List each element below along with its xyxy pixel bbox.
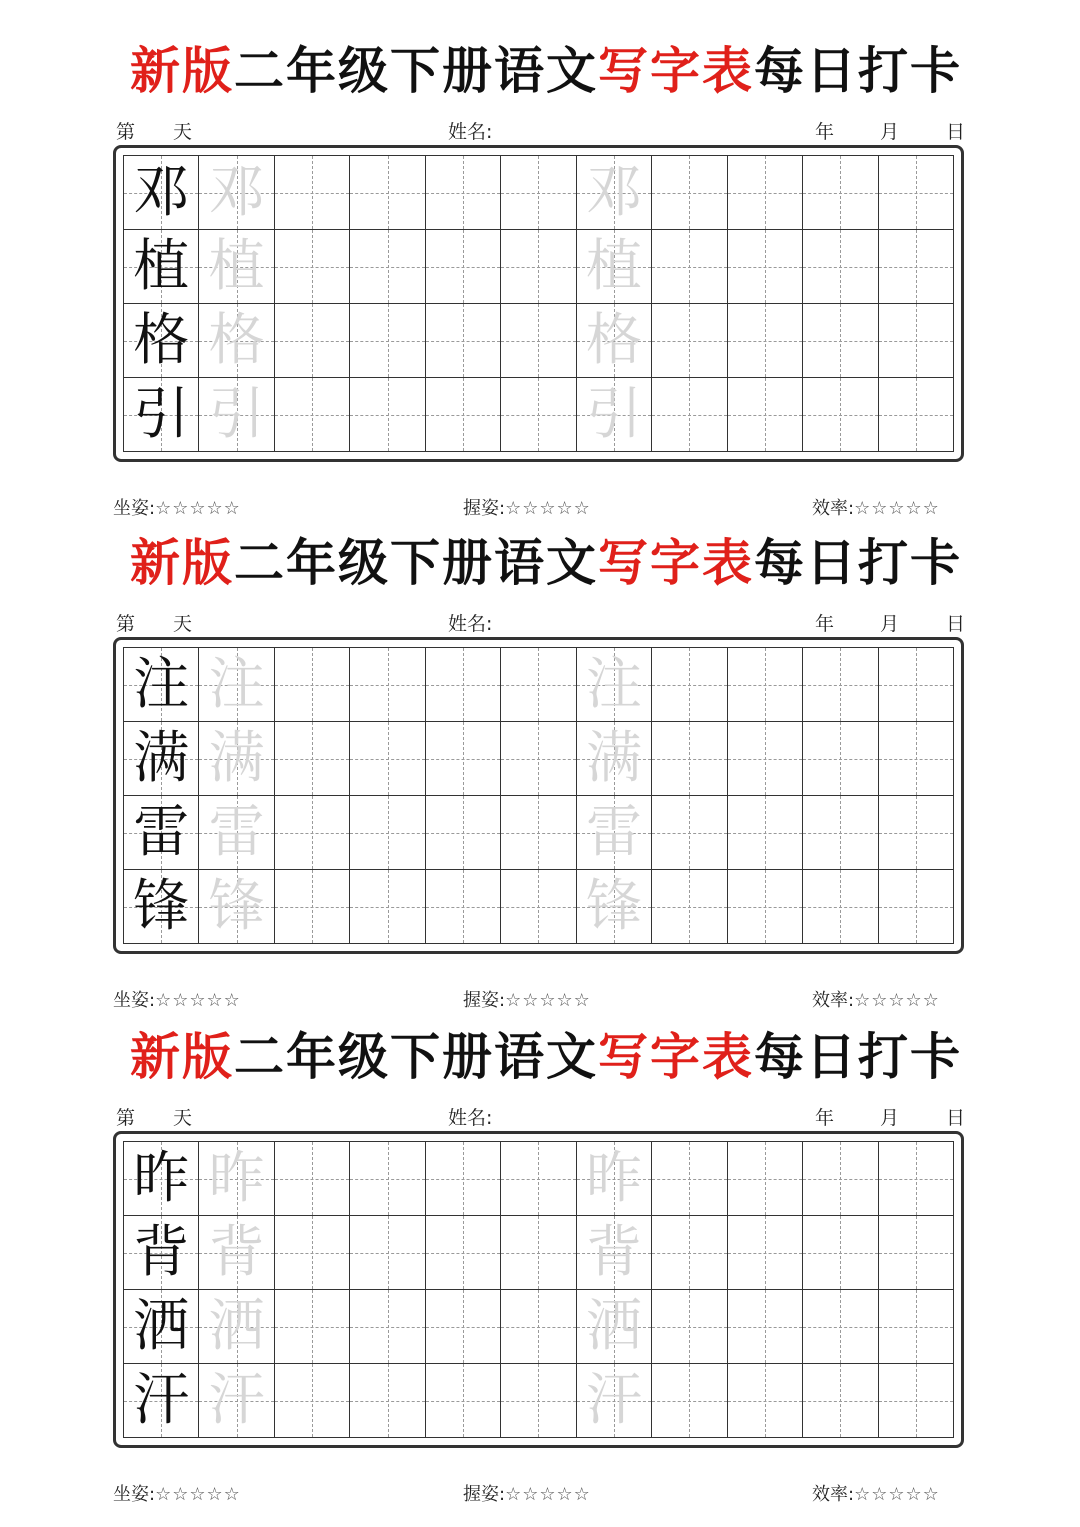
grid-cell [426, 304, 501, 378]
title-grade: 二年级下册语文 [234, 1027, 598, 1086]
trace-character: 邓 [585, 159, 642, 225]
title-grade: 二年级下册语文 [234, 41, 598, 100]
trace-character: 汗 [585, 1367, 642, 1433]
grid-cell [199, 156, 274, 230]
grid-cell [879, 230, 954, 304]
grid-cell [350, 722, 425, 796]
date-label: 日 [946, 121, 966, 143]
grid-cell [501, 870, 576, 944]
grid-cell [199, 870, 274, 944]
grid-cell [275, 1364, 350, 1438]
grid-cell [652, 1142, 727, 1216]
grid-cell [124, 722, 199, 796]
grid-cell [577, 1142, 652, 1216]
grid-cell [501, 722, 576, 796]
grid-cell [577, 1290, 652, 1364]
grid-cell [350, 304, 425, 378]
title-writing-table: 写字表 [598, 1027, 754, 1086]
trace-character: 引 [208, 381, 265, 447]
grid-cell [426, 722, 501, 796]
grid-cell [275, 1142, 350, 1216]
grid-cell [124, 796, 199, 870]
tianzige-grid [123, 1141, 954, 1438]
grid-cell [879, 722, 954, 796]
grid-cell [577, 722, 652, 796]
trace-character: 背 [585, 1219, 642, 1285]
grid-cell [350, 230, 425, 304]
name-label: 姓名: [448, 1107, 493, 1129]
grid-cell [426, 796, 501, 870]
grid-cell [501, 796, 576, 870]
star-rating-icons: ☆☆☆☆☆ [155, 990, 241, 1011]
grid-cell [199, 378, 274, 452]
grid-cell [501, 1216, 576, 1290]
trace-character: 昨 [585, 1145, 642, 1211]
grid-cell [803, 722, 878, 796]
model-character: 植 [133, 233, 190, 299]
grid-cell [426, 870, 501, 944]
grid-cell [879, 648, 954, 722]
grid-cell [728, 1290, 803, 1364]
grid-cell [124, 870, 199, 944]
efficiency-label: 效率: [812, 1484, 855, 1505]
grid-cell [577, 304, 652, 378]
grid-cell [728, 870, 803, 944]
trace-character: 植 [208, 233, 265, 299]
model-character: 汗 [133, 1367, 190, 1433]
day-label: 第 天 [116, 121, 193, 143]
sitting-posture-label: 坐姿: [113, 498, 156, 519]
grid-cell [577, 230, 652, 304]
grid-cell [728, 1142, 803, 1216]
grid-cell [501, 378, 576, 452]
section-title [130, 1022, 1010, 1092]
grid-cell [728, 378, 803, 452]
grid-cell [124, 304, 199, 378]
grid-cell [803, 304, 878, 378]
grip-posture-rating [463, 496, 591, 522]
title-new-edition: 新版 [130, 533, 234, 592]
grid-cell [879, 796, 954, 870]
grid-cell [803, 870, 878, 944]
grid-cell [879, 378, 954, 452]
grid-cell [577, 648, 652, 722]
grid-cell [577, 796, 652, 870]
grid-cell [879, 156, 954, 230]
grid-cell [652, 1364, 727, 1438]
grid-cell [728, 796, 803, 870]
grid-cell [501, 1364, 576, 1438]
section-title [130, 36, 1010, 106]
star-rating-icons: ☆☆☆☆☆ [854, 1484, 940, 1505]
model-character: 注 [133, 651, 190, 717]
grid-cell [803, 1142, 878, 1216]
grid-cell [426, 1216, 501, 1290]
grid-cell [199, 796, 274, 870]
grid-cell [275, 722, 350, 796]
year-label: 年 [815, 121, 835, 143]
month-label: 月 [880, 1107, 900, 1129]
grid-cell [275, 378, 350, 452]
grid-cell [577, 1216, 652, 1290]
grid-cell [124, 648, 199, 722]
grid-cell [879, 1142, 954, 1216]
grid-cell [728, 156, 803, 230]
grid-cell [501, 1142, 576, 1216]
grid-cell [501, 156, 576, 230]
grid-cell [501, 648, 576, 722]
grid-cell [275, 230, 350, 304]
grid-cell [426, 230, 501, 304]
star-rating-icons: ☆☆☆☆☆ [505, 498, 591, 519]
model-character: 满 [133, 725, 190, 791]
grid-cell [803, 378, 878, 452]
grid-cell [124, 1142, 199, 1216]
star-rating-icons: ☆☆☆☆☆ [505, 990, 591, 1011]
grid-cell [350, 1142, 425, 1216]
month-label: 月 [880, 121, 900, 143]
grid-cell [350, 1290, 425, 1364]
grid-cell [803, 648, 878, 722]
grid-cell [577, 1364, 652, 1438]
grid-cell [199, 304, 274, 378]
trace-character: 格 [208, 307, 265, 373]
grid-cell [426, 648, 501, 722]
grid-cell [124, 378, 199, 452]
grid-cell [803, 156, 878, 230]
sitting-posture-label: 坐姿: [113, 990, 156, 1011]
grid-cell [728, 1364, 803, 1438]
grid-cell [879, 1216, 954, 1290]
grid-cell [199, 648, 274, 722]
grid-cell [652, 156, 727, 230]
grid-cell [803, 230, 878, 304]
day-label: 第 天 [116, 613, 193, 635]
sitting-posture-rating [113, 988, 241, 1014]
trace-character: 引 [585, 381, 642, 447]
grid-cell [350, 1364, 425, 1438]
grid-cell [426, 156, 501, 230]
grid-cell [350, 378, 425, 452]
trace-character: 格 [585, 307, 642, 373]
star-rating-icons: ☆☆☆☆☆ [155, 498, 241, 519]
grid-cell [350, 1216, 425, 1290]
practice-grid-frame [113, 1131, 964, 1448]
model-character: 雷 [133, 799, 190, 865]
grip-posture-label: 握姿: [463, 498, 506, 519]
grid-cell [275, 304, 350, 378]
grid-cell [652, 378, 727, 452]
trace-character: 锋 [208, 873, 265, 939]
worksheet-section [0, 528, 1080, 1028]
trace-character: 雷 [585, 799, 642, 865]
grid-cell [652, 648, 727, 722]
trace-character: 背 [208, 1219, 265, 1285]
grid-cell [124, 230, 199, 304]
grid-cell [501, 230, 576, 304]
trace-character: 满 [208, 725, 265, 791]
grid-cell [879, 304, 954, 378]
sitting-posture-rating [113, 496, 241, 522]
efficiency-label: 效率: [812, 498, 855, 519]
grid-cell [728, 230, 803, 304]
grid-cell [124, 156, 199, 230]
grid-cell [426, 1142, 501, 1216]
worksheet-section [0, 36, 1080, 536]
model-character: 邓 [133, 159, 190, 225]
trace-character: 锋 [585, 873, 642, 939]
grid-cell [426, 1364, 501, 1438]
grid-cell [501, 304, 576, 378]
star-rating-icons: ☆☆☆☆☆ [854, 498, 940, 519]
grid-cell [275, 796, 350, 870]
grid-cell [199, 1364, 274, 1438]
title-writing-table: 写字表 [598, 41, 754, 100]
title-grade: 二年级下册语文 [234, 533, 598, 592]
trace-character: 注 [585, 651, 642, 717]
practice-grid-frame [113, 637, 964, 954]
grid-cell [350, 648, 425, 722]
grid-cell [879, 870, 954, 944]
tianzige-grid [123, 647, 954, 944]
grid-cell [350, 870, 425, 944]
grid-cell [879, 1290, 954, 1364]
star-rating-icons: ☆☆☆☆☆ [854, 990, 940, 1011]
trace-character: 邓 [208, 159, 265, 225]
grid-cell [275, 1216, 350, 1290]
grid-cell [426, 1290, 501, 1364]
tianzige-grid [123, 155, 954, 452]
star-rating-icons: ☆☆☆☆☆ [155, 1484, 241, 1505]
model-character: 锋 [133, 873, 190, 939]
grid-cell [803, 1364, 878, 1438]
grid-cell [879, 1364, 954, 1438]
grid-cell [577, 870, 652, 944]
title-daily-checkin: 每日打卡 [754, 1027, 962, 1086]
grid-cell [803, 1290, 878, 1364]
grid-cell [275, 870, 350, 944]
trace-character: 注 [208, 651, 265, 717]
efficiency-label: 效率: [812, 990, 855, 1011]
grip-posture-label: 握姿: [463, 1484, 506, 1505]
title-new-edition: 新版 [130, 41, 234, 100]
trace-character: 昨 [208, 1145, 265, 1211]
efficiency-rating [812, 988, 940, 1014]
name-label: 姓名: [448, 613, 493, 635]
grid-cell [199, 230, 274, 304]
worksheet-section [0, 1022, 1080, 1522]
model-character: 洒 [133, 1293, 190, 1359]
date-label: 日 [946, 613, 966, 635]
grid-cell [728, 722, 803, 796]
practice-grid-frame [113, 145, 964, 462]
efficiency-rating [812, 496, 940, 522]
model-character: 背 [133, 1219, 190, 1285]
title-daily-checkin: 每日打卡 [754, 533, 962, 592]
grid-cell [275, 1290, 350, 1364]
name-label: 姓名: [448, 121, 493, 143]
grid-cell [124, 1216, 199, 1290]
grid-cell [652, 1290, 727, 1364]
grid-cell [652, 722, 727, 796]
grid-cell [199, 1142, 274, 1216]
grid-cell [350, 796, 425, 870]
grid-cell [275, 156, 350, 230]
grid-cell [577, 156, 652, 230]
grid-cell [652, 304, 727, 378]
month-label: 月 [880, 613, 900, 635]
title-daily-checkin: 每日打卡 [754, 41, 962, 100]
grid-cell [803, 796, 878, 870]
grid-cell [728, 304, 803, 378]
model-character: 格 [133, 307, 190, 373]
grid-cell [652, 230, 727, 304]
grid-cell [501, 1290, 576, 1364]
year-label: 年 [815, 613, 835, 635]
grid-cell [426, 378, 501, 452]
grid-cell [652, 870, 727, 944]
grid-cell [275, 648, 350, 722]
grid-cell [124, 1364, 199, 1438]
sitting-posture-label: 坐姿: [113, 1484, 156, 1505]
grid-cell [728, 648, 803, 722]
title-new-edition: 新版 [130, 1027, 234, 1086]
trace-character: 洒 [585, 1293, 642, 1359]
sitting-posture-rating [113, 1482, 241, 1508]
grid-cell [728, 1216, 803, 1290]
trace-character: 植 [585, 233, 642, 299]
grid-cell [350, 156, 425, 230]
title-writing-table: 写字表 [598, 533, 754, 592]
model-character: 引 [133, 381, 190, 447]
grid-cell [652, 796, 727, 870]
trace-character: 满 [585, 725, 642, 791]
section-title [130, 528, 1010, 598]
trace-character: 雷 [208, 799, 265, 865]
year-label: 年 [815, 1107, 835, 1129]
grid-cell [803, 1216, 878, 1290]
grid-cell [652, 1216, 727, 1290]
grid-cell [577, 378, 652, 452]
model-character: 昨 [133, 1145, 190, 1211]
grid-cell [199, 1216, 274, 1290]
grip-posture-rating [463, 988, 591, 1014]
star-rating-icons: ☆☆☆☆☆ [505, 1484, 591, 1505]
grip-posture-label: 握姿: [463, 990, 506, 1011]
trace-character: 洒 [208, 1293, 265, 1359]
grid-cell [124, 1290, 199, 1364]
grid-cell [199, 1290, 274, 1364]
grip-posture-rating [463, 1482, 591, 1508]
day-label: 第 天 [116, 1107, 193, 1129]
trace-character: 汗 [208, 1367, 265, 1433]
date-label: 日 [946, 1107, 966, 1129]
efficiency-rating [812, 1482, 940, 1508]
grid-cell [199, 722, 274, 796]
